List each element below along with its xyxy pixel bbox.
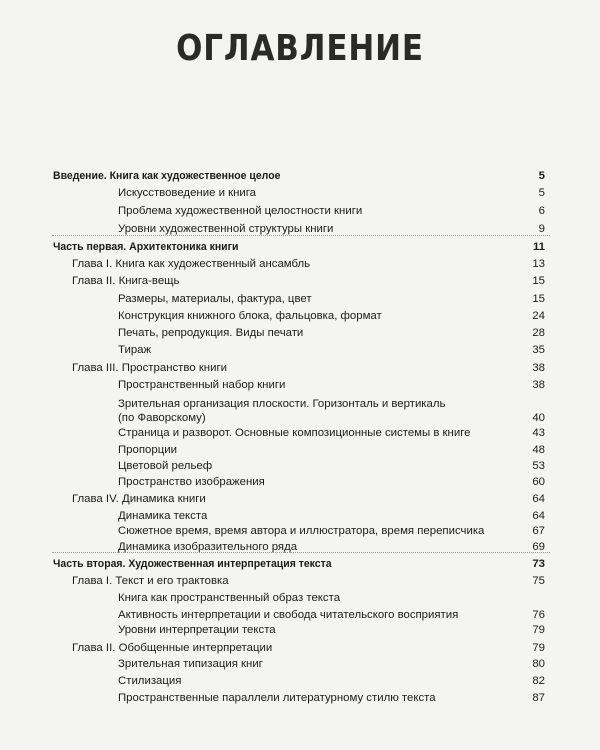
toc-section-entry[interactable] [0,690,600,706]
toc-entry-page: 79 [532,624,545,636]
toc-part-entry[interactable] [0,556,600,572]
toc-entry-page: 87 [532,692,545,704]
toc-section-entry[interactable] [0,458,600,474]
toc-section-entry[interactable] [0,377,600,393]
toc-entry-page: 79 [532,642,545,654]
toc-entry-title: Печать, репродукция. Виды печати [118,327,304,339]
toc-entry-title: Книга как пространственный образ текста [118,592,341,604]
toc-section-entry[interactable] [0,291,600,307]
toc-entry-page: 38 [532,379,545,391]
toc-entry-title: Сюжетное время, время автора и иллюстратора, время переписчика [118,525,485,537]
toc-section-entry[interactable] [0,523,600,539]
toc-entry-page: 15 [532,293,545,305]
toc-entry-title: Тираж [118,344,152,356]
page-title: ОГЛАВЛЕНИЕ [176,28,424,69]
toc-entry-page: 75 [532,575,545,587]
toc-entry-page: 43 [532,427,545,439]
toc-entry-page: 24 [532,310,545,322]
toc-entry-title: Динамика изобразительного ряда [118,541,298,553]
toc-part-entry[interactable] [0,239,600,255]
toc-entry-page: 48 [532,444,545,456]
toc-entry-title: Пространство изображения [118,476,265,488]
toc-entry-title: Динамика текста [118,510,208,522]
toc-entry-title: Пространственные параллели литературному стилю текста [118,692,436,704]
toc-entry-page: 67 [532,525,545,537]
toc-entry-page: 28 [532,327,545,339]
toc-section-entry[interactable] [0,656,600,672]
section-divider [52,552,550,553]
toc-entry-title: Глава I. Текст и его трактовка [72,575,229,587]
toc-entry-page: 5 [538,170,545,182]
toc-entry-page: 6 [538,205,545,217]
toc-entry-page: 13 [532,258,545,270]
toc-entry-title: Часть первая. Архитектоника книги [53,241,239,253]
toc-entry-title: Искусствоведение и книга [118,187,256,199]
toc-entry-page: 35 [532,344,545,356]
toc-entry-title: Зрительная организация плоскости. Горизонталь и вертикаль [118,398,446,410]
toc-entry-title: Зрительная типизация книг [118,658,263,670]
toc-entry-title: Размеры, материалы, фактура, цвет [118,293,312,305]
toc-entry-page: 5 [538,187,545,199]
toc-entry-page: 80 [532,658,545,670]
toc-chapter-entry[interactable] [0,640,600,656]
toc-entry-title: Цветовой рельеф [118,460,213,472]
toc-entry-title: Уровни художественной структуры книги [118,223,334,235]
toc-entry-page: 76 [532,609,545,621]
toc-entry-title: Активность интерпретации и свобода читательского восприятия [118,609,459,621]
toc-section-entry[interactable] [0,508,600,524]
toc-entry-page: 15 [532,275,545,287]
toc-entry-page: 40 [532,412,545,424]
toc-chapter-entry[interactable] [0,273,600,289]
toc-entry-title: (по Фаворскому) [118,412,206,424]
toc-entry-title: Стилизация [118,675,182,687]
toc-section-entry[interactable] [0,185,600,201]
toc-entry-title: Страница и разворот. Основные композиционные системы в книге [118,427,471,439]
toc-section-entry[interactable] [0,425,600,441]
toc-entry-title: Введение. Книга как художественное целое [53,170,281,182]
toc-entry-page: 73 [532,558,545,570]
toc-chapter-entry[interactable] [0,491,600,507]
toc-chapter-entry[interactable] [0,256,600,272]
toc-entry-page: 11 [532,241,545,253]
toc-chapter-entry[interactable] [0,573,600,589]
toc-section-entry[interactable] [0,203,600,219]
toc-section-entry[interactable] [0,590,600,606]
toc-entry-page: 9 [538,223,545,235]
toc-entry-title: Часть вторая. Художественная интерпретация текста [53,558,332,570]
toc-entry-title: Глава II. Обобщенные интерпретации [72,642,273,654]
toc-entry-title: Пространственный набор книги [118,379,286,391]
toc-entry-page: 64 [532,493,545,505]
toc-section-entry[interactable] [0,622,600,638]
toc-section-entry[interactable] [0,607,600,623]
toc-section-entry[interactable] [0,342,600,358]
toc-entry-page: 69 [532,541,545,553]
toc-entry-title: Конструкция книжного блока, фальцовка, формат [118,310,382,322]
section-divider [52,235,550,236]
toc-section-entry[interactable] [0,474,600,490]
toc-entry-page: 38 [532,362,545,374]
toc-entry-title: Глава III. Пространство книги [72,362,227,374]
toc-entry-page: 53 [532,460,545,472]
toc-entry-title: Проблема художественной целостности книги [118,205,363,217]
toc-entry-title: Глава I. Книга как художественный ансамбль [72,258,311,270]
toc-entry-page: 82 [532,675,545,687]
toc-section-entry[interactable] [0,442,600,458]
toc-section-entry[interactable] [0,673,600,689]
toc-chapter-entry[interactable] [0,360,600,376]
toc-section-entry[interactable] [0,410,600,426]
toc-section-entry[interactable] [0,308,600,324]
toc-section-entry[interactable] [0,325,600,341]
toc-entry-page: 64 [532,510,545,522]
toc-entry-title: Глава IV. Динамика книги [72,493,206,505]
toc-entry-title: Глава II. Книга-вещь [72,275,180,287]
toc-entry-title: Пропорции [118,444,177,456]
toc-entry-page: 60 [532,476,545,488]
toc-part-entry[interactable] [0,168,600,184]
toc-entry-title: Уровни интерпретации текста [118,624,276,636]
